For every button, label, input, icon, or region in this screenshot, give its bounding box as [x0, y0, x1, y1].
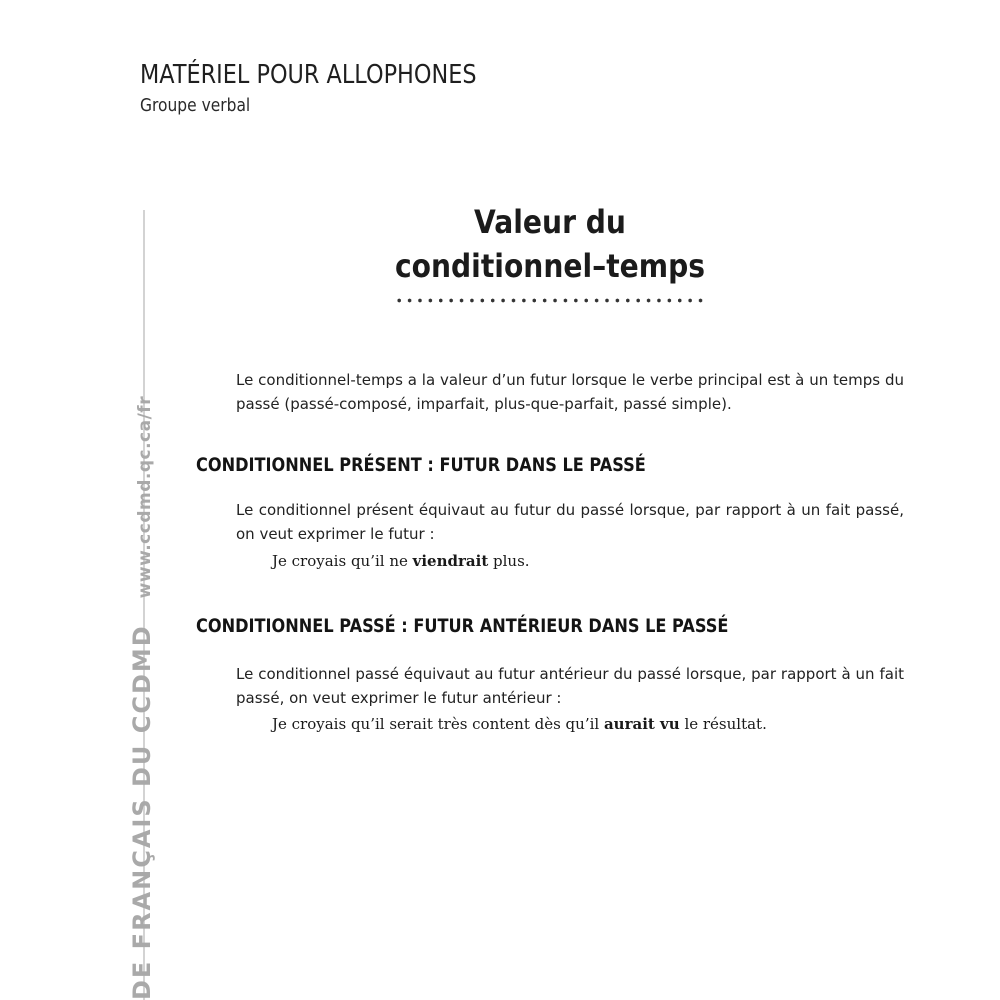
page-title-line-1: Valeur du — [474, 203, 626, 241]
header-subtitle: Groupe verbal — [140, 95, 251, 116]
example-text: plus. — [488, 552, 530, 570]
example-verb-emphasis: viendrait — [412, 552, 489, 570]
sidebar-vertical-text — [128, 396, 156, 1000]
page-title — [330, 200, 770, 288]
example-text: le résultat. — [679, 715, 767, 733]
page-title-line-2: conditionnel–temps — [394, 247, 706, 285]
intro-paragraph: Le conditionnel-temps a la valeur d’un futur lorsque le verbe principal est à un temps du passé (passé-composé, imparfait, plus-que-parfait, passé simple). — [236, 371, 904, 413]
example-text: Je croyais qu’il serait très content dès qu’il — [272, 715, 604, 733]
example-verb-emphasis: aurait vu — [603, 715, 680, 733]
example-text: Je croyais qu’il ne — [272, 552, 413, 570]
section-heading-passe: CONDITIONNEL PASSÉ : FUTUR ANTÉRIEUR DANS LE PASSÉ — [196, 615, 729, 637]
section-heading-present: CONDITIONNEL PRÉSENT : FUTUR DANS LE PASSÉ — [196, 454, 646, 476]
example-sentence-present — [272, 552, 530, 570]
title-dotted-divider — [394, 298, 706, 303]
sidebar-website-link[interactable]: www.ccdmd.qc.ca/fr — [135, 395, 155, 599]
section-body-present: Le conditionnel présent équivaut au futur du passé lorsque, par rapport à un fait passé, on veut exprimer le futur : — [236, 501, 904, 543]
example-sentence-passe — [272, 715, 767, 733]
header-title: MATÉRIEL POUR ALLOPHONES — [140, 60, 477, 90]
sidebar-collection-name: DE FRANÇAIS DU CCDMD — [128, 624, 156, 1000]
section-body-passe: Le conditionnel passé équivaut au futur antérieur du passé lorsque, par rapport à un fait passé, on veut exprimer le futur antérieur : — [236, 665, 904, 707]
